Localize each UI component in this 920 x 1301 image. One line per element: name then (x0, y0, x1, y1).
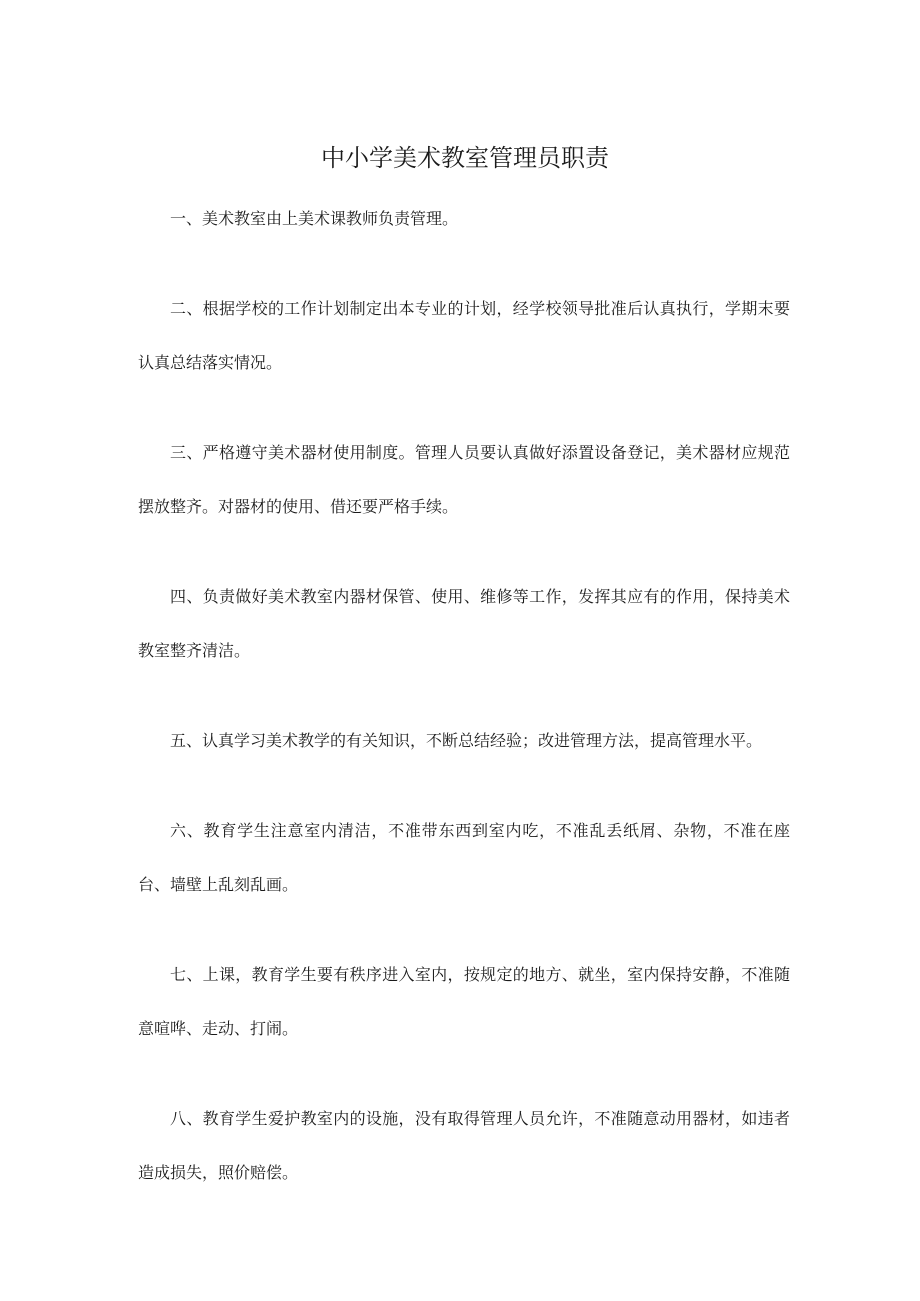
paragraph-3: 三、严格遵守美术器材使用制度。管理人员要认真做好添置设备登记，美术器材应规范摆放整齐。对器材的使用、借还要严格手续。 (138, 443, 790, 516)
paragraph-2: 二、根据学校的工作计划制定出本专业的计划，经学校领导批准后认真执行，学期末要认真总结落实情况。 (138, 299, 790, 372)
document-title: 中小学美术教室管理员职责 (321, 144, 609, 172)
paragraph-5: 五、认真学习美术教学的有关知识，不断总结经验；改进管理方法，提高管理水平。 (170, 731, 763, 750)
paragraph-1: 一、美术教室由上美术课教师负责管理。 (170, 209, 459, 228)
paragraph-7: 七、上课，教育学生要有秩序进入室内，按规定的地方、就坐，室内保持安静，不准随意喧哗、走动、打闹。 (138, 965, 790, 1038)
paragraph-8: 八、教育学生爱护教室内的设施，没有取得管理人员允许，不准随意动用器材，如违者造成损失，照价赔偿。 (138, 1109, 790, 1182)
paragraph-6: 六、教育学生注意室内清洁，不准带东西到室内吃，不准乱丢纸屑、杂物，不准在座台、墙壁上乱刻乱画。 (138, 821, 790, 894)
paragraph-4: 四、负责做好美术教室内器材保管、使用、维修等工作，发挥其应有的作用，保持美术教室整齐清洁。 (138, 587, 790, 660)
document-body (138, 192, 790, 1236)
